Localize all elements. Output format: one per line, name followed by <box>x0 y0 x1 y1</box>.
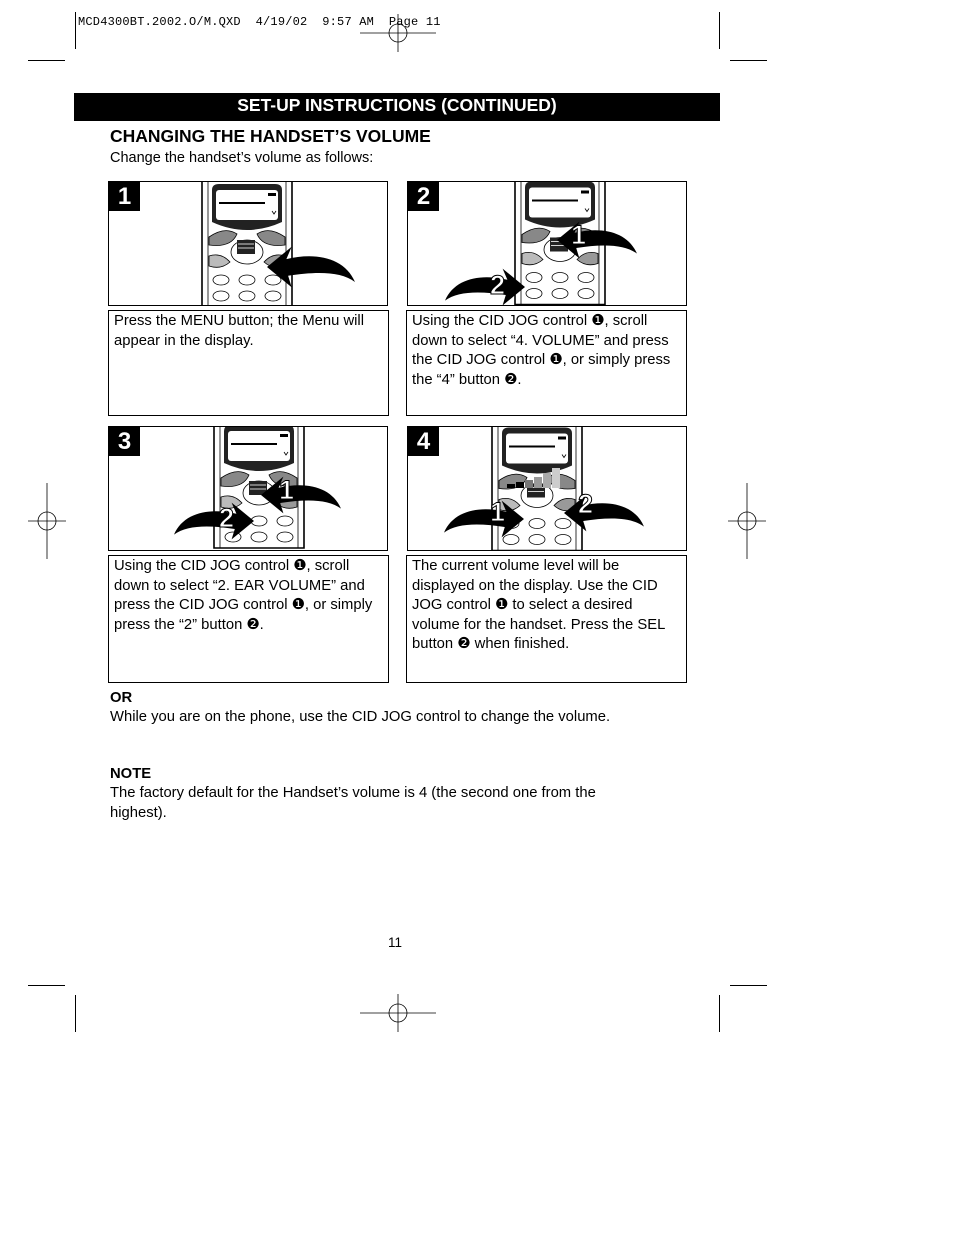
step-4-text: The current volume level will be displayed on the display. Use the CID JOG control ❶ to select a desired volume for the handset. Press the SEL button ❷ when finished. <box>406 555 687 683</box>
curved-arrow-icon <box>440 499 528 539</box>
step-3-number: 3 <box>109 427 140 456</box>
curved-arrow-icon <box>169 501 259 541</box>
callout-2: 2 <box>490 270 506 300</box>
section-banner <box>74 93 720 121</box>
callout-2: 2 <box>219 503 235 533</box>
step-3-illustration <box>108 426 388 551</box>
intro-text: Change the handset’s volume as follows: <box>110 150 374 166</box>
banner-title: SET-UP INSTRUCTIONS (CONTINUED) <box>237 95 557 115</box>
or-text: While you are on the phone, use the CID JOG control to change the volume. <box>110 709 611 725</box>
curved-arrow-icon <box>257 475 345 515</box>
note-text: The factory default for the Handset’s volume is 4 (the second one from the highest). <box>110 785 596 821</box>
print-slug: MCD4300BT.2002.O/M.QXD 4/19/02 9:57 AM Page 11 <box>78 15 441 29</box>
step-2-illustration <box>407 181 687 306</box>
volume-level-bars <box>505 460 565 492</box>
step-4-illustration <box>407 426 687 551</box>
callout-2: 2 <box>578 489 594 519</box>
step-4-number: 4 <box>408 427 439 456</box>
step-2-number: 2 <box>408 182 439 211</box>
curved-arrow-icon <box>267 244 355 290</box>
page-number: 11 <box>388 935 403 950</box>
registration-mark-icon <box>28 483 66 559</box>
curved-arrow-icon <box>558 493 650 533</box>
curved-arrow-icon <box>442 267 528 306</box>
step-2-text: Using the CID JOG control ❶, scroll down to select “4. VOLUME” and press the CID JOG control ❶, or simply press the “4” button ❷. <box>406 310 687 416</box>
step-1-text: Press the MENU button; the Menu will appear in the display. <box>108 310 389 416</box>
callout-1: 1 <box>279 475 295 505</box>
curved-arrow-icon <box>556 220 638 260</box>
step-1-number: 1 <box>109 182 140 211</box>
section-title: CHANGING THE HANDSET’S VOLUME <box>110 126 431 146</box>
registration-mark-icon <box>360 994 436 1032</box>
callout-1: 1 <box>571 220 587 250</box>
step-3-text: Using the CID JOG control ❶, scroll down to select “2. EAR VOLUME” and press the CID JOG control ❶, or simply press the “2” button ❷. <box>108 555 389 683</box>
step-1-illustration <box>108 181 388 306</box>
registration-mark-icon <box>728 483 766 559</box>
or-heading: OR <box>110 690 133 706</box>
note-heading: NOTE <box>110 766 152 782</box>
registration-mark-icon <box>360 14 436 52</box>
callout-1: 1 <box>490 497 506 527</box>
